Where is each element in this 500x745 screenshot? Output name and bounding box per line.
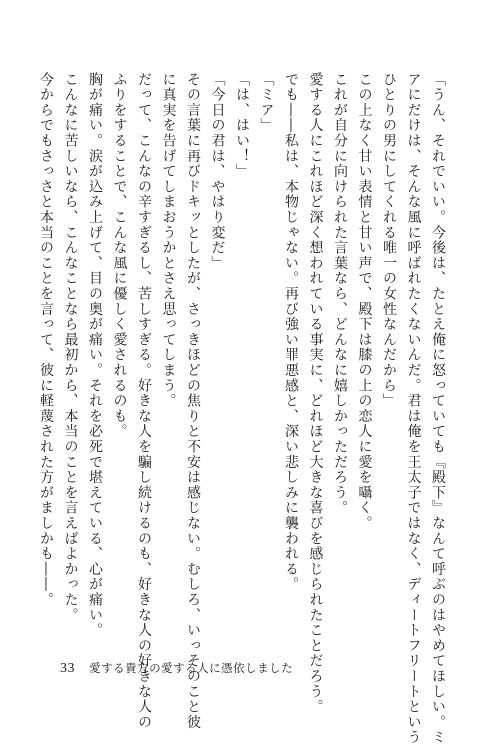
text-line: ふりをすることで、こんな風に優しく愛されるのも。 [111, 72, 128, 440]
text-line: 今からでもさっさと本当のことを言って、彼に軽蔑された方がましかも――。 [38, 72, 54, 608]
text-line: 「は、はい！」 [234, 72, 250, 180]
text-line: でも――私は、本物じゃない。再び強い罪悪感と、深い悲しみに襲われる。 [283, 72, 299, 593]
text-line: この上なく甘い表情と甘い声で、殿下は膝の上の恋人に愛を囁く。 [356, 72, 373, 531]
text-line: 「ミア」 [258, 72, 275, 134]
text-line: に真実を告げてしまおうかとさえ思ってしまう。 [160, 72, 177, 409]
book-title: 愛する貴方の愛する人に憑依しました [89, 661, 294, 675]
text-line: 「うん、それでいい。今後は、たとえ俺に怒っていても『殿下』なんて呼ぶのはやめてほしい。ミ [430, 72, 446, 745]
text-line: アにだけは、そんな風に呼ばれたくないんだ。君は俺を王太子ではなく、ディートフリートという [405, 72, 422, 745]
text-line: これが自分に向けられた言葉なら、どんなに嬉しかっただろう。 [332, 72, 348, 516]
text-line: 胸が痛い。涙が込み上げて、目の奥が痛い。それを必死で堪えている、心が痛い。 [87, 72, 103, 639]
page-number: 33 [60, 661, 75, 676]
text-line: ひとりの男にしてくれる唯一の女性なんだから」 [381, 72, 397, 409]
text-line: 愛する人にこれほど深く想われている事実に、どれほど大きな喜びを感じられたことだろう。 [307, 72, 324, 715]
page-footer [60, 660, 293, 677]
text-line: その言葉に再びドキッとしたが、さっきほどの焦りと不安は感じない。むしろ、いっそのこと彼 [185, 72, 201, 730]
text-line: だって、こんなの辛すぎるし、苦しすぎる。好きな人を騙し続けるのも、好きな人の好きな人の [136, 72, 152, 730]
text-line: こんなに苦しいなら、こんなことなら最初から、本当のことを言えばよかった。 [62, 72, 79, 623]
text-line: 「今日の君は、やはり変だ」 [209, 72, 226, 271]
